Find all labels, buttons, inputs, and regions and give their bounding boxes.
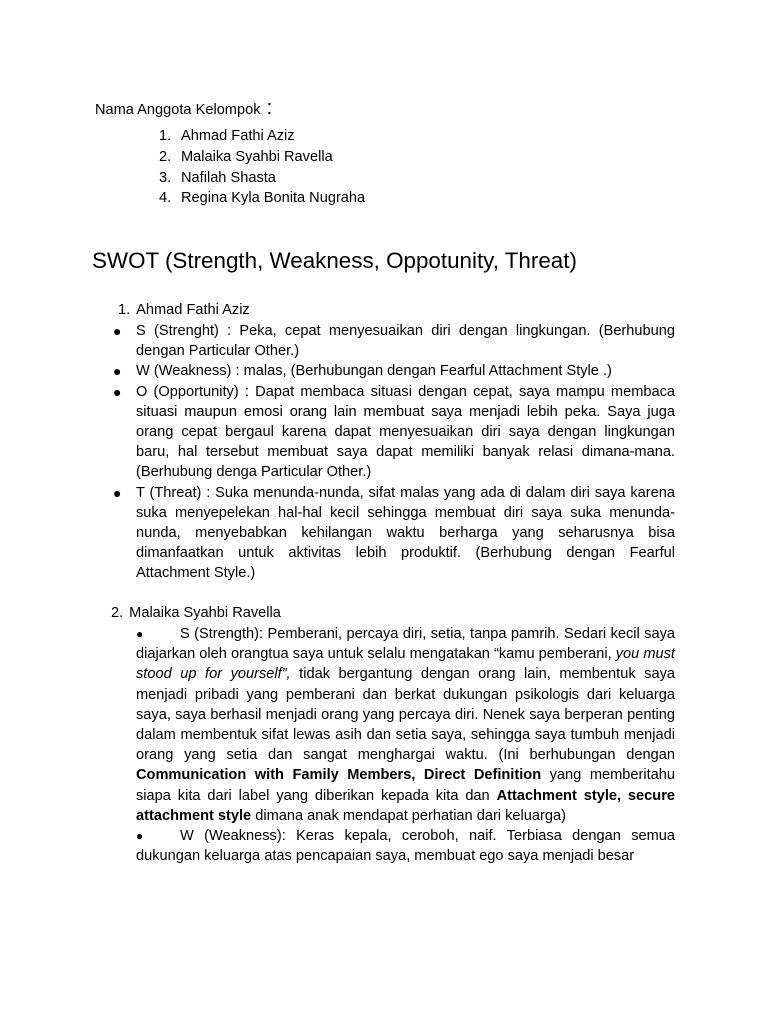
member-item: [159, 147, 365, 168]
bullet-item: [0, 826, 768, 866]
bullet-text: [136, 624, 675, 826]
section-1-bullets: [0, 321, 768, 584]
bullet-item: [0, 361, 768, 381]
bullet-dot-icon: ●: [113, 363, 122, 380]
bullet-item: [0, 321, 768, 361]
bullet-dot-icon: ●: [113, 383, 122, 400]
section-name: Ahmad Fathi Aziz: [136, 302, 250, 318]
strength-text-part: tidak bergantung dengan orang lain, membentuk saya menjadi pribadi yang pemberani dan berkat dukungan psikologis dari keluarga saya, saya berhasil menjadi orang yang percaya diri. Nenek saya berperan penting dalam membentuk sifat lewas asih dan setia saya, sehingga saya tumbuh menjadi orang yang setia dan sangat menghargai waktu. (Ini berhubungan dengan: [136, 666, 675, 764]
section-name: Malaika Syahbi Ravella: [129, 605, 281, 621]
bullet-dot-icon: ●: [136, 627, 144, 641]
section-heading: [111, 603, 281, 623]
section-2-bullets: [0, 624, 768, 866]
strength-text-part: S (Strength): Pemberani, percaya diri, setia, tanpa pamrih. Sedari kecil saya diajarkan oleh orangtua saya untuk selalu mengatakan “kamu pemberani,: [136, 626, 675, 663]
strength-bold-term: Attachment style, secure attachment style: [136, 787, 675, 824]
member-name: Regina Kyla Bonita Nugraha: [181, 190, 366, 207]
member-name: Malaika Syahbi Ravella: [181, 148, 333, 165]
bullet-text: W (Weakness) : malas, (Berhubungan dengan Fearful Attachment Style .): [136, 363, 612, 380]
bullet-text: S (Strenght) : Peka, cepat menyesuaikan diri dengan lingkungan. (Berhubung dengan Particular Other.): [136, 323, 675, 360]
member-item: [159, 188, 365, 209]
bullet-dot-icon: ●: [136, 829, 144, 844]
swot-title: SWOT (Strength, Weakness, Oppotunity, Threat): [92, 248, 577, 273]
member-item: [159, 168, 365, 189]
members-heading-colon: :: [266, 97, 273, 119]
bullet-text: O (Opportunity) : Dapat membaca situasi dengan cepat, saya mampu membaca situasi maupun emosi orang lain membuat saya menjadi lebih peka. Saya juga orang cepat bergaul karena dapat menyesuaikan diri saya dengan lingkungan baru, hal tersebut membuat saya dapat memiliki banyak relasi dimana-mana. (Berhubung denga Particular Other.): [136, 383, 675, 481]
member-number: 1.: [159, 128, 172, 144]
bullet-item: [0, 624, 768, 826]
bullet-text: W (Weakness): Keras kepala, ceroboh, naif. Terbiasa dengan semua dukungan keluarga atas pencapaian saya, membuat ego saya menjadi besar: [136, 828, 675, 865]
member-number: 2.: [159, 148, 172, 165]
bullet-item: [0, 483, 768, 584]
member-number: 3.: [159, 169, 172, 186]
member-number: 4.: [159, 190, 172, 207]
member-name: Ahmad Fathi Aziz: [181, 128, 295, 144]
section-heading: [118, 300, 250, 320]
members-heading: [95, 97, 273, 120]
strength-text-part: yang memberitahu siapa kita dari label yang diberikan kepada kita dan: [136, 767, 675, 804]
section-number: 1.: [118, 302, 131, 318]
strength-italic-quote: you must stood up for yourself”,: [136, 646, 675, 683]
bullet-dot-icon: ●: [113, 484, 122, 501]
member-item: [159, 126, 365, 147]
member-list: [159, 126, 365, 209]
member-name: Nafilah Shasta: [181, 169, 276, 186]
strength-text-part: dimana anak mendapat perhatian dari keluarga): [251, 807, 566, 824]
strength-bold-term: Communication with Family Members, Direct Definition: [136, 767, 542, 784]
bullet-dot-icon: ●: [113, 323, 122, 339]
members-heading-label: Nama Anggota Kelompok: [95, 102, 261, 118]
bullet-item: [0, 382, 768, 483]
bullet-text: T (Threat) : Suka menunda-nunda, sifat malas yang ada di dalam diri saya karena suka menyepelekan hal-hal kecil sehingga membuat diri saya suka menunda-nunda, menyebabkan kehilangan waktu berharga yang seharusnya bisa dimanfaatkan untuk aktivitas lebih produktif. (Berhubung dengan Fearful Attachment Style.): [136, 484, 675, 582]
section-number: 2.: [111, 605, 124, 621]
